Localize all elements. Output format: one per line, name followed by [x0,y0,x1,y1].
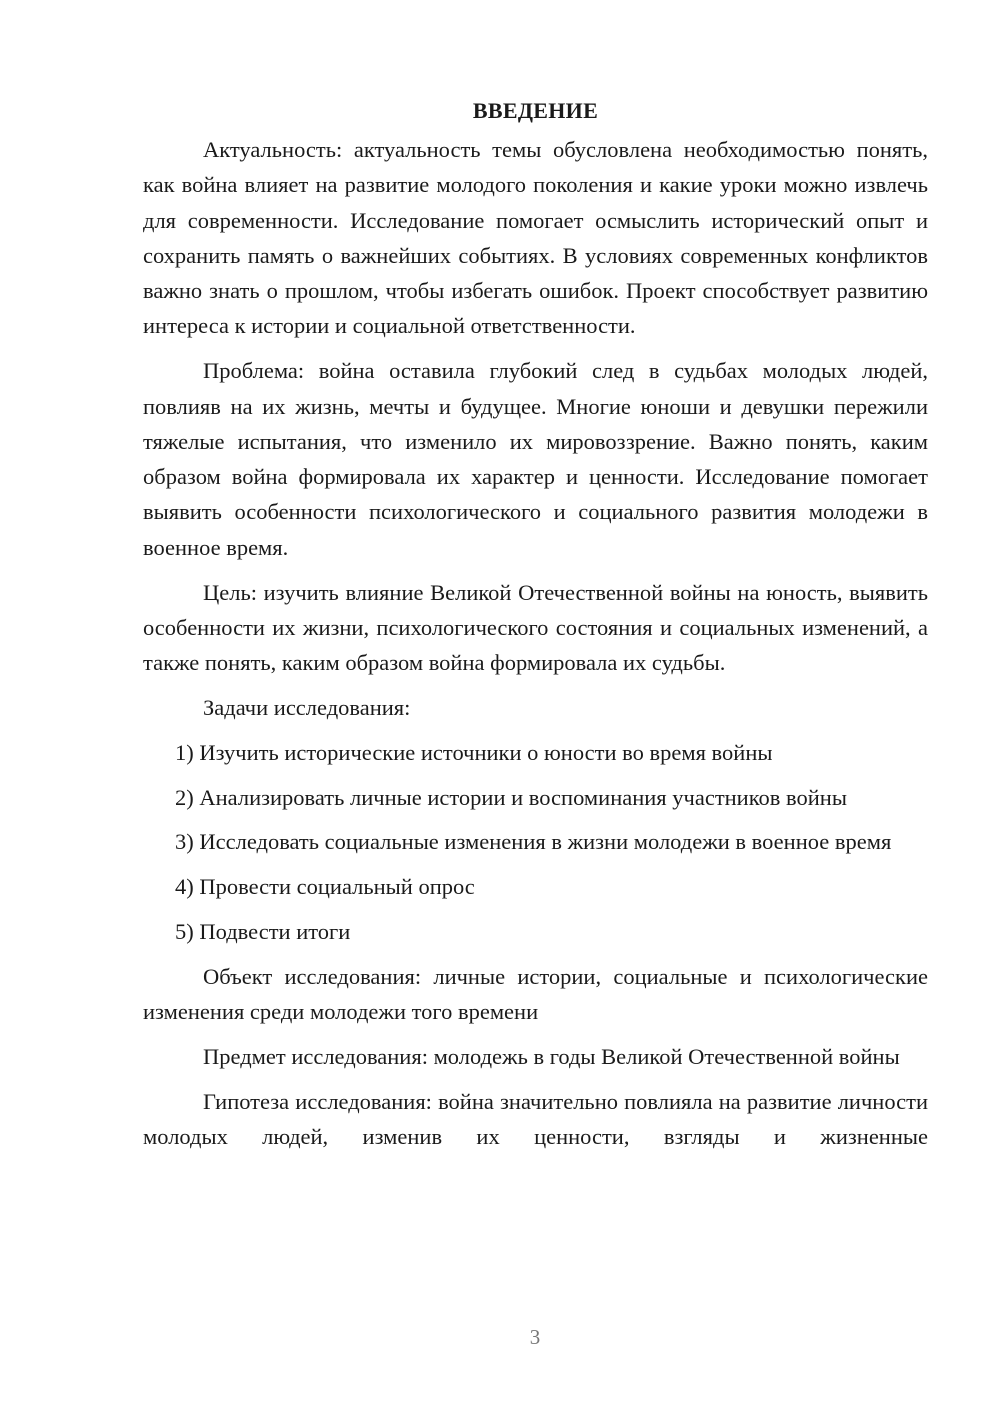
task-item-2: 2) Анализировать личные истории и воспоминания участников войны [175,784,847,810]
paragraph-problem: Проблема: война оставила глубокий след в судьбах молодых людей, повлияв на их жизнь, мечты и будущее. Многие юноши и девушки пережили тяжелые испытания, что изменило их мировоззрение. Важно понять, каким образом война формировала их характер и ценности. Исследование помогает выявить особенности психологического и социального развития молодежи в военное время. [143,358,928,560]
paragraph-hypothesis: Гипотеза исследования: война значительно повлияла на развитие личности молодых людей, изменив их ценности, взгляды и жизненные [143,1088,928,1149]
page-number: 3 [529,1325,541,1349]
document-page [143,96,928,1154]
section-title: ВВЕДЕНИЕ [472,98,599,123]
task-item-3: 3) Исследовать социальные изменения в жизни молодежи в военное время [175,829,892,855]
paragraph-goal: Цель: изучить влияние Великой Отечественной войны на юность, выявить особенности их жизни, психологического состояния и социальных изменений, а также понять, каким образом война формировала их судьбы. [143,579,928,676]
task-item-5: 5) Подвести итоги [175,918,351,944]
paragraph-subject: Предмет исследования: молодежь в годы Великой Отечественной войны [203,1043,900,1069]
tasks-heading: Задачи исследования: [203,694,411,720]
task-item-4: 4) Провести социальный опрос [175,874,475,900]
paragraph-object: Объект исследования: личные истории, социальные и психологические изменения среди молодежи того времени [143,963,928,1025]
paragraph-relevance: Актуальность: актуальность темы обусловлена необходимостью понять, как война влияет на развитие молодого поколения и какие уроки можно извлечь для современности. Исследование помогает осмыслить исторический опыт и сохранить память о важнейших событиях. В условиях современных конфликтов важно знать о прошлом, чтобы избегать ошибок. Проект способствует развитию интереса к истории и социальной ответственности. [143,137,928,339]
task-item-1: 1) Изучить исторические источники о юности во время войны [175,739,773,765]
